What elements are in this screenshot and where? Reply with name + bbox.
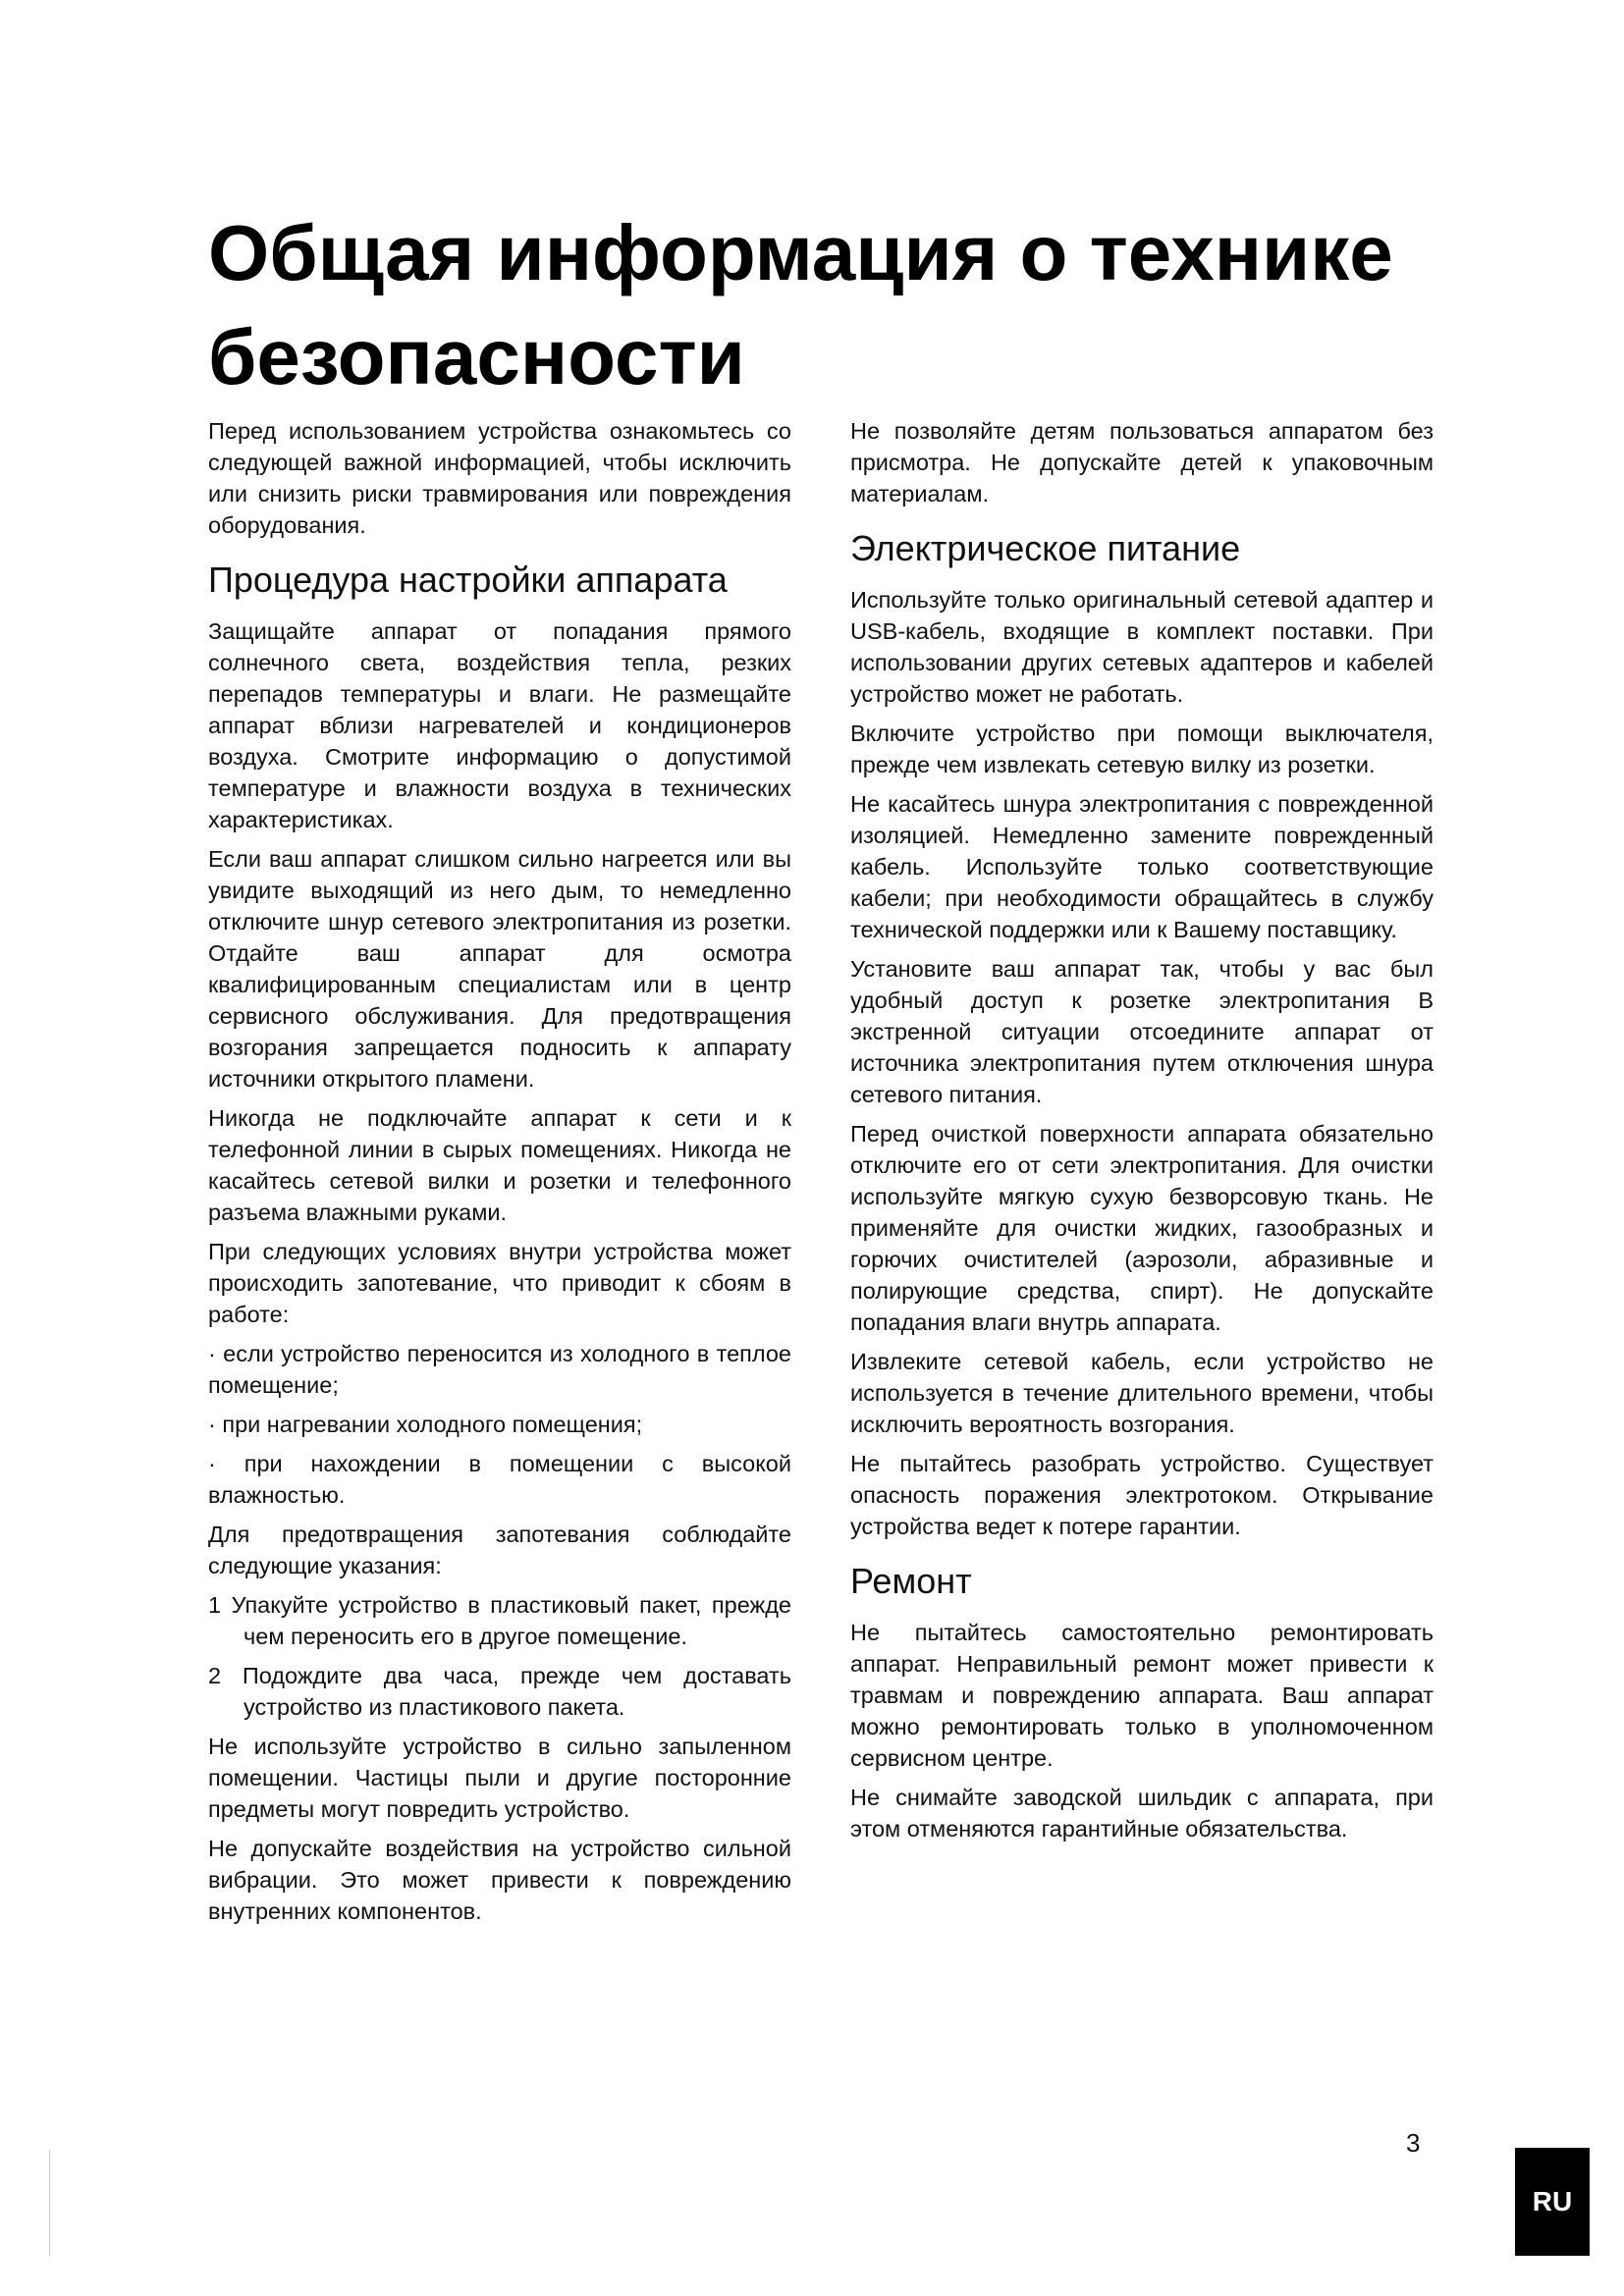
paragraph: Используйте только оригинальный сетевой адаптер и USB-кабель, входящие в комплект поставки. При использовании других сетевых адаптеров и кабелей устройство может не работать. — [850, 587, 1434, 707]
numbered-step: 1 Упакуйте устройство в пластиковый пакет, прежде чем переносить его в другое помещение. — [208, 1592, 791, 1649]
paragraph: Включите устройство при помощи выключателя, прежде чем извлекать сетевую вилку из розетки. — [850, 721, 1434, 777]
page-title: Общая информация о технике безопасности — [208, 209, 1393, 400]
language-badge: RU — [1515, 2148, 1590, 2256]
bullet-item: · при нагревании холодного помещения; — [208, 1412, 643, 1437]
section-heading-power: Электрическое питание — [850, 528, 1241, 568]
intro-paragraph: Перед использованием устройства ознакомьтесь со следующей важной информацией, чтобы исключить или снизить риски травмирования или повреждения оборудования. — [208, 418, 791, 538]
left-column — [208, 415, 791, 1935]
page-number: 3 — [1406, 2128, 1421, 2158]
right-column — [850, 415, 1434, 1852]
numbered-step: 2 Подождите два часа, прежде чем доставать устройство из пластикового пакета. — [208, 1663, 791, 1720]
paragraph: Перед очисткой поверхности аппарата обязательно отключите его от сети электропитания. Для очистки используйте мягкую сухую безворсовую ткань. Не применяйте для очистки жидких, газообразных и горючих очистителей (аэрозоли, абразивные и полирующие средства, спирт). Не допускайте попадания влаги внутрь аппарата. — [850, 1121, 1434, 1335]
margin-rule — [49, 2150, 50, 2256]
paragraph: Не позволяйте детям пользоваться аппаратом без присмотра. Не допускайте детей к упаковочным материалам. — [850, 418, 1434, 507]
paragraph: Извлеките сетевой кабель, если устройство не используется в течение длительного времени, чтобы исключить вероятность возгорания. — [850, 1349, 1434, 1437]
paragraph: Если ваш аппарат слишком сильно нагреется или вы увидите выходящий из него дым, то немедленно отключите шнур сетевого электропитания из розетки. Отдайте ваш аппарат для осмотра квалифицированным специалистам или в центр сервисного обслуживания. Для предотвращения возгорания запрещается подносить к аппарату источники открытого пламени. — [208, 846, 791, 1092]
paragraph: Не используйте устройство в сильно запыленном помещении. Частицы пыли и другие посторонние предметы могут повредить устройство. — [208, 1734, 791, 1822]
paragraph: Не пытайтесь самостоятельно ремонтировать аппарат. Неправильный ремонт может привести к травмам и повреждению аппарата. Ваш аппарат можно ремонтировать только в уполномоченном сервисном центре. — [850, 1620, 1434, 1771]
paragraph: Не допускайте воздействия на устройство сильной вибрации. Это может привести к повреждению внутренних компонентов. — [208, 1836, 791, 1924]
paragraph: Защищайте аппарат от попадания прямого солнечного света, воздействия тепла, резких перепадов температуры и влаги. Не размещайте аппарат вблизи нагревателей и кондиционеров воздуха. Смотрите информацию о допустимой температуре и влажности воздуха в технических характеристиках. — [208, 618, 791, 832]
paragraph: Для предотвращения запотевания соблюдайте следующие указания: — [208, 1522, 791, 1578]
paragraph: Никогда не подключайте аппарат к сети и к телефонной линии в сырых помещениях. Никогда не касайтесь сетевой вилки и розетки и телефонного разъема влажными руками. — [208, 1105, 791, 1225]
paragraph: Не снимайте заводской шильдик с аппарата, при этом отменяются гарантийные обязательства. — [850, 1785, 1434, 1842]
paragraph: Установите ваш аппарат так, чтобы у вас был удобный доступ к розетке электропитания В экстренной ситуации отсоедините аппарат от источника электропитания путем отключения шнура сетевого питания. — [850, 956, 1434, 1107]
bullet-item: · если устройство переносится из холодного в теплое помещение; — [208, 1341, 791, 1398]
section-heading-repair: Ремонт — [850, 1561, 972, 1601]
paragraph: Не пытайтесь разобрать устройство. Существует опасность поражения электротоком. Открывание устройства ведет к потере гарантии. — [850, 1451, 1434, 1539]
bullet-item: · при нахождении в помещении с высокой влажностью. — [208, 1451, 791, 1508]
paragraph: Не касайтесь шнура электропитания с поврежденной изоляцией. Немедленно замените поврежденный кабель. Используйте только соответствующие кабели; при необходимости обращайтесь в службу технической поддержки или к Вашему поставщику. — [850, 791, 1434, 942]
paragraph: При следующих условиях внутри устройства может происходить запотевание, что приводит к сбоям в работе: — [208, 1239, 791, 1327]
section-heading-setup: Процедура настройки аппарата — [208, 560, 728, 600]
